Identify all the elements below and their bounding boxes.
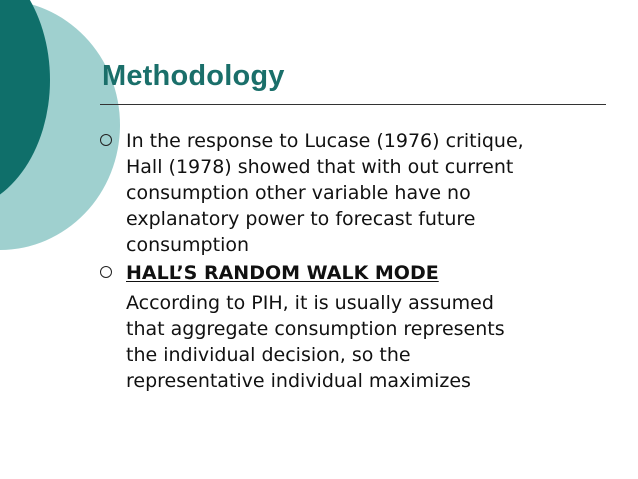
bullet-line: consumption bbox=[126, 234, 250, 256]
hollow-circle-bullet-icon bbox=[100, 266, 112, 278]
paragraph-line: that aggregate consumption represents bbox=[126, 318, 505, 340]
paragraph-line: According to PIH, it is usually assumed bbox=[126, 292, 494, 314]
bullet-line: explanatory power to forecast future bbox=[126, 208, 476, 230]
paragraph-line: the individual decision, so the bbox=[126, 344, 411, 366]
slide-title: Methodology bbox=[102, 60, 285, 92]
slide-body bbox=[102, 128, 602, 394]
bullet-line: Hall (1978) showed that with out current bbox=[126, 156, 514, 178]
hollow-circle-bullet-icon bbox=[100, 134, 112, 146]
bullet-item bbox=[102, 260, 602, 286]
body-paragraph bbox=[102, 290, 602, 394]
paragraph-line: representative individual maximizes bbox=[126, 370, 471, 392]
bullet-line: In the response to Lucase (1976) critique, bbox=[126, 130, 524, 152]
title-divider bbox=[100, 104, 606, 105]
section-heading: HALL’S RANDOM WALK MODE bbox=[126, 262, 439, 284]
bullet-line: consumption other variable have no bbox=[126, 182, 471, 204]
bullet-item bbox=[102, 128, 602, 258]
